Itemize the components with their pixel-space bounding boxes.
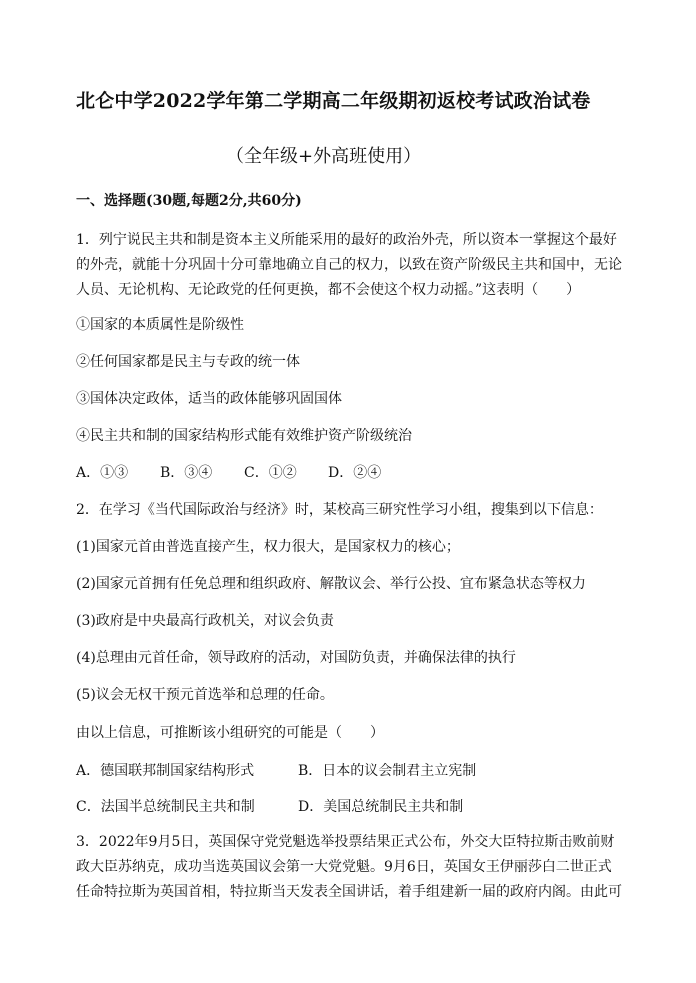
q1-item: ②任何国家都是民主与专政的统一体: [76, 354, 300, 370]
q2-options-row: [76, 796, 496, 816]
q3-stem-line: 政大臣苏纳克，成功当选英国议会第一大党党魁。9月6日，英国女王伊丽莎白二世正式: [76, 859, 612, 875]
q2-stem: 2．在学习《当代国际政治与经济》时，某校高三研究性学习小组，搜集到以下信息：: [76, 502, 603, 518]
exam-title: 北仑中学2022学年第二学期高二年级期初返校考试政治试卷: [76, 90, 591, 112]
q1-option-d: D．②④: [328, 465, 382, 481]
exam-subtitle: （全年级+外高班使用）: [226, 146, 422, 167]
q2-item: (1)国家元首由普选直接产生，权力很大，是国家权力的核心；: [76, 539, 460, 555]
q2-option-a: A．德国联邦制国家结构形式: [76, 763, 255, 779]
q2-question: 由以上信息，可推断该小组研究的可能是（ ）: [76, 725, 384, 741]
q2-option-c: C．法国半总统制民主共和制: [76, 799, 255, 815]
q3-stem-line: 3．2022年9月5日，英国保守党党魁选举投票结果正式公布，外交大臣特拉斯击败前财: [76, 834, 615, 850]
q2-item: (4)总理由元首任命，领导政府的活动，对国防负责，并确保法律的执行: [76, 650, 516, 666]
q3-stem-line: 任命特拉斯为英国首相，特拉斯当天发表全国讲话，着手组建新一届的政府内阁。由此可: [76, 884, 622, 900]
q1-item: ①国家的本质属性是阶级性: [76, 317, 244, 333]
q1-stem-line: 人员、无论机构、无论政党的任何更换，都不会使这个权力动摇。”这表明（ ）: [76, 282, 581, 298]
q1-option-c: C．①②: [244, 465, 297, 481]
q1-item: ③国体决定政体，适当的政体能够巩固国体: [76, 391, 342, 407]
q2-options-row: [76, 760, 496, 780]
q1-option-b: B．③④: [160, 465, 213, 481]
q2-option-b: B．日本的议会制君主立宪制: [298, 763, 477, 779]
q2-item: (3)政府是中央最高行政机关，对议会负责: [76, 613, 334, 629]
q1-stem-line: 的外壳，就能十分巩固十分可靠地确立自己的权力，以致在资产阶级民主共和国中，无论: [76, 257, 622, 273]
q2-item: (5)议会无权干预元首选举和总理的任命。: [76, 687, 334, 703]
q1-stem-line: 1．列宁说民主共和制是资本主义所能采用的最好的政治外壳，所以资本一掌握这个最好: [76, 232, 617, 248]
q2-item: (2)国家元首拥有任免总理和组织政府、解散议会、举行公投、宜布紧急状态等权力: [76, 576, 586, 592]
q1-item: ④民主共和制的国家结构形式能有效维护资产阶级统治: [76, 428, 412, 444]
q2-option-d: D．美国总统制民主共和制: [298, 799, 464, 815]
q1-option-a: A．①③: [76, 465, 129, 481]
section-heading: 一、选择题(30题,每题2分,共60分): [76, 193, 302, 209]
q1-options: [76, 462, 382, 482]
